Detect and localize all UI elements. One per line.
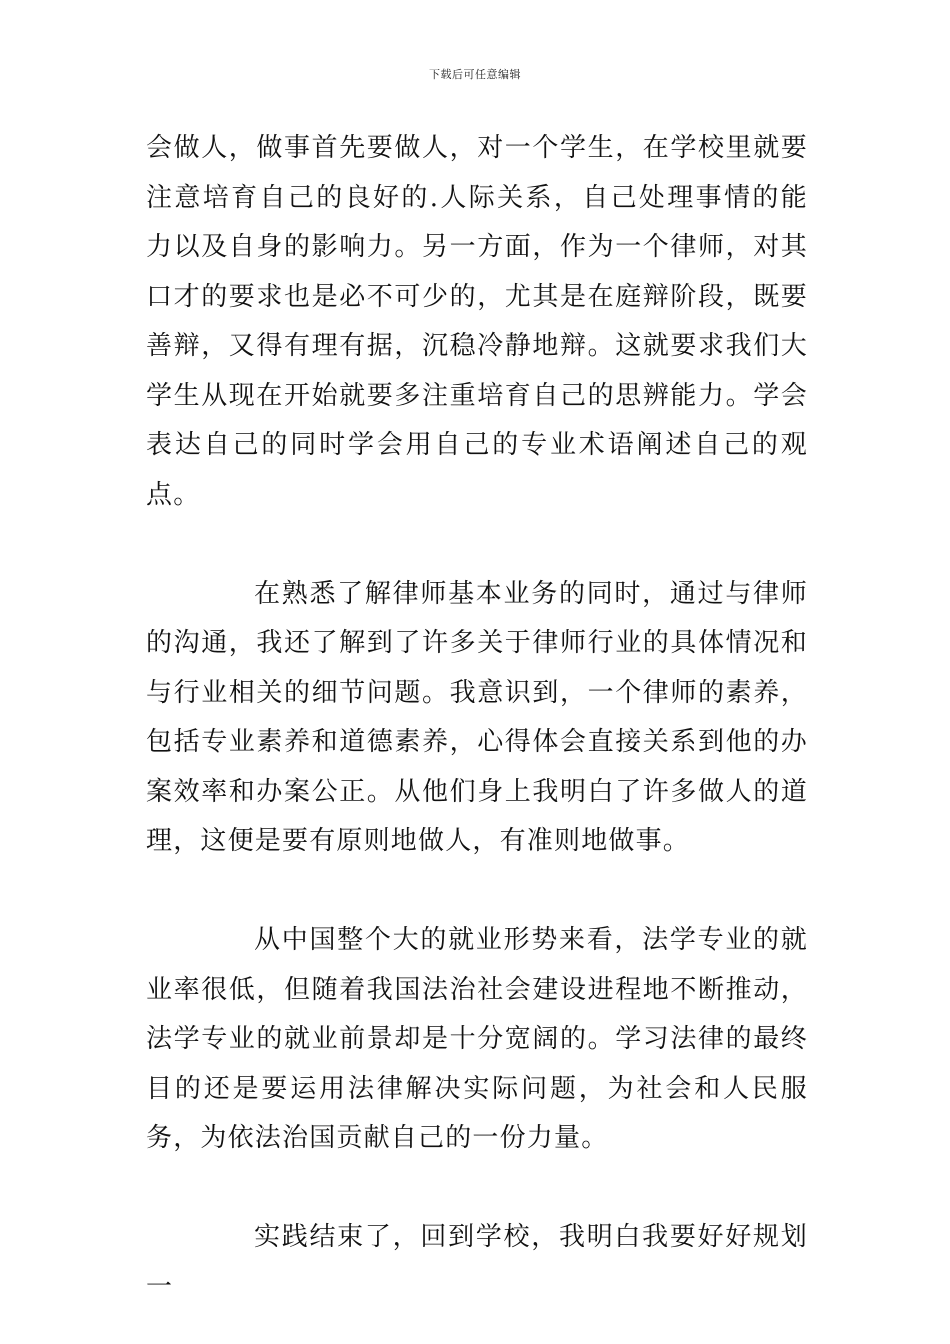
paragraph-4: 实践结束了，回到学校，我明白我要好好规划一 [146,1222,808,1302]
paragraph-2: 在熟悉了解律师基本业务的同时，通过与律师的沟通，我还了解到了许多关于律师行业的具体情况和与行业相关的细节问题。我意识到，一个律师的素养，包括专业素养和道德素养，心得体会直接关系到他的办案效率和办案公正。从他们身上我明白了许多做人的道理，这便是要有原则地做人，有准则地做事。 [146,578,808,856]
document-body [146,124,808,1312]
paragraph-gap [146,867,808,917]
paragraph-gap [146,1164,808,1214]
paragraph-gap [146,520,808,570]
page-header: 下载后可任意编辑 [429,68,521,81]
paragraph-3: 从中国整个大的就业形势来看，法学专业的就业率很低，但随着我国法治社会建设进程地不断推动，法学专业的就业前景却是十分宽阔的。学习法律的最终目的还是要运用法律解决实际问题，为社会和人民服务，为依法治国贡献自己的一份力量。 [146,925,808,1153]
paragraph-1: 会做人，做事首先要做人，对一个学生，在学校里就要注意培育自己的良好的.人际关系，自己处理事情的能力以及自身的影响力。另一方面，作为一个律师，对其口才的要求也是必不可少的，尤其是在庭辩阶段，既要善辩，又得有理有据，沉稳冷静地辩。这就要求我们大学生从现在开始就要多注重培育自己的思辨能力。学会表达自己的同时学会用自己的专业术语阐述自己的观点。 [146,133,808,510]
